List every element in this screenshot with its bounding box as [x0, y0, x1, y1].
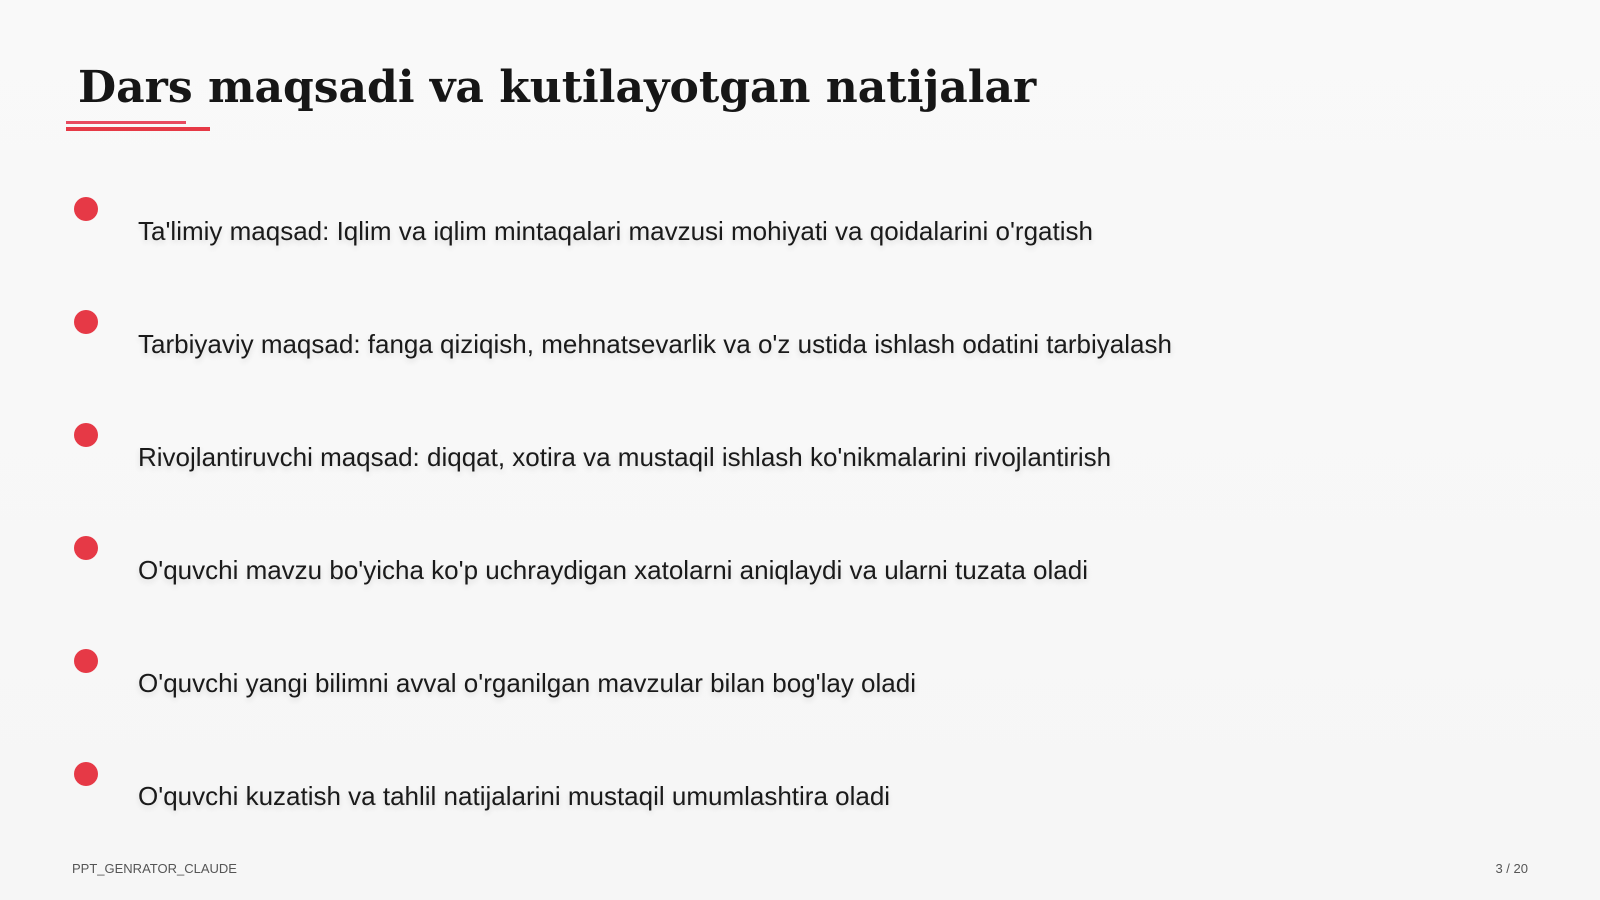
- footer-brand: PPT_GENRATOR_CLAUDE: [72, 861, 237, 876]
- list-item-text: Ta'limiy maqsad: Iqlim va iqlim mintaqalari mavzusi mohiyati va qoidalarini o'rgatish: [138, 216, 1093, 246]
- title-underline-accent: [66, 121, 210, 133]
- bullet-dot-icon: [74, 197, 98, 221]
- list-item-text: O'quvchi kuzatish va tahlil natijalarini mustaqil umumlashtira oladi: [138, 781, 891, 811]
- bullet-dot-icon: [74, 536, 98, 560]
- accent-line-bottom: [66, 127, 210, 131]
- list-item: [0, 197, 1600, 277]
- list-item: [0, 310, 1600, 390]
- page-indicator: 3 / 20: [1495, 861, 1528, 876]
- bullet-dot-icon: [74, 423, 98, 447]
- list-item: [0, 423, 1600, 503]
- list-item-text: O'quvchi mavzu bo'yicha ko'p uchraydigan xatolarni aniqlaydi va ularni tuzata oladi: [138, 555, 1088, 585]
- list-item-text: Tarbiyaviy maqsad: fanga qiziqish, mehnatsevarlik va o'z ustida ishlash odatini tarbiyalash: [138, 329, 1172, 359]
- accent-line-top: [66, 121, 186, 124]
- list-item-text: Rivojlantiruvchi maqsad: diqqat, xotira va mustaqil ishlash ko'nikmalarini rivojlantirish: [138, 442, 1112, 472]
- slide-title: Dars maqsadi va kutilayotgan natijalar: [78, 62, 1037, 113]
- bullet-dot-icon: [74, 762, 98, 786]
- bullet-dot-icon: [74, 310, 98, 334]
- list-item: [0, 762, 1600, 842]
- list-item: [0, 536, 1600, 616]
- list-item-text: O'quvchi yangi bilimni avval o'rganilgan mavzular bilan bog'lay oladi: [138, 668, 916, 698]
- bullet-dot-icon: [74, 649, 98, 673]
- list-item: [0, 649, 1600, 729]
